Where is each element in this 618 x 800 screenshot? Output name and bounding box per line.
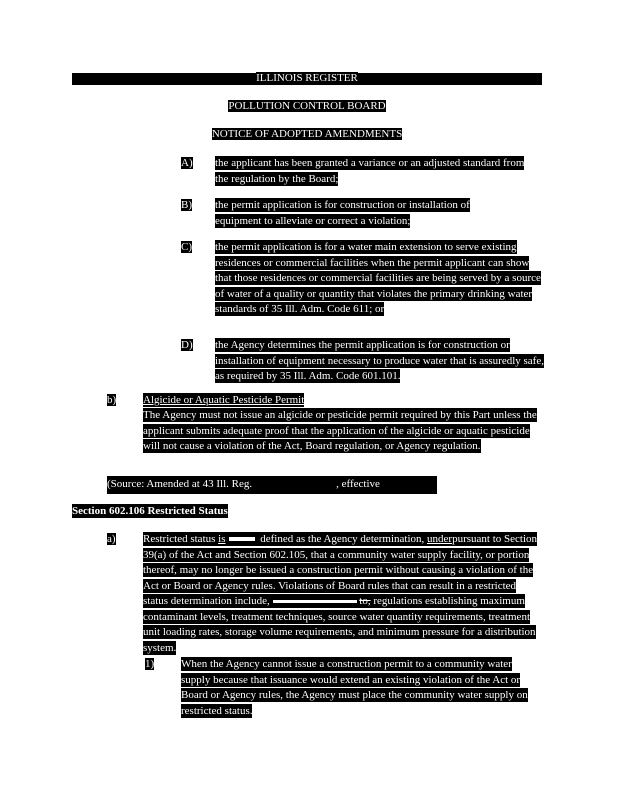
item-a-text: Restricted status is defined as the Agency determination, underpursuant to Section 39(a) of the Act and Section 602.105, that a community water supply facility, or portion thereof, may no longer be issued a construction permit without causing a violation of the Act or Board or Agency rules. Violations of Board rules that can result in a restricted status determination include, to, regulations establishing maximum contaminant levels, treatment techniques, source water quantity requirements, treatment unit loading rates, storage volume requirements, and minimum pressure for a distribution system. bbox=[143, 533, 538, 654]
item-a1-label: 1) bbox=[145, 658, 155, 670]
subitem-text: the permit application is for a water main extension to serve existing residences or commercial facilities when the permit applicant can show that those residences or commercial facilities are being served by a source of water of a quality or quantity that violates the primary drinking water standards of 35 Ill. Adm. Code 611; or bbox=[215, 241, 541, 315]
item-b-label: b) bbox=[107, 394, 117, 406]
section-heading: Section 602.106 Restricted Status bbox=[72, 505, 228, 517]
item-a1-text: When the Agency cannot issue a construction permit to a community water supply because that issuance would extend an existing violation of the Act or Board or Agency rules, the Agency must place the community water supply on restricted status. bbox=[181, 658, 528, 717]
subitem-text: the permit application is for construction or installation of equipment to alleviate or correct a violation; bbox=[215, 199, 470, 227]
subitem-text: the Agency determines the permit application is for construction or installation of equipment necessary to produce water that is assuredly safe, as required by 35 Ill. Adm. Code 601.101. bbox=[215, 339, 544, 382]
subitem-label: D) bbox=[181, 339, 193, 351]
item-b-title: Algicide or Aquatic Pesticide Permit bbox=[143, 394, 305, 406]
board-title: POLLUTION CONTROL BOARD bbox=[228, 100, 386, 112]
source-note: (Source: Amended at 43 Ill. Reg. , effective ) bbox=[107, 476, 447, 494]
subitem-label: C) bbox=[181, 241, 192, 253]
notice-title: NOTICE OF ADOPTED AMENDMENTS bbox=[211, 128, 403, 140]
register-title: ILLINOIS REGISTER bbox=[256, 72, 358, 84]
subitem-text: the applicant has been granted a variance or an adjusted standard from the regulation by the Board; bbox=[215, 157, 525, 185]
subitem-label: B) bbox=[181, 199, 192, 211]
item-b-text: The Agency must not issue an algicide or pesticide permit required by this Part unless the applicant submits adequate proof that the application of the algicide or aquatic pesticide will not cause a violation of the Act, Board regulation, or Agency regulation. bbox=[143, 409, 537, 452]
redaction bbox=[229, 537, 255, 541]
redaction bbox=[273, 600, 357, 603]
item-a-label: a) bbox=[107, 533, 116, 545]
redaction bbox=[252, 479, 292, 490]
subitem-label: A) bbox=[181, 157, 193, 169]
